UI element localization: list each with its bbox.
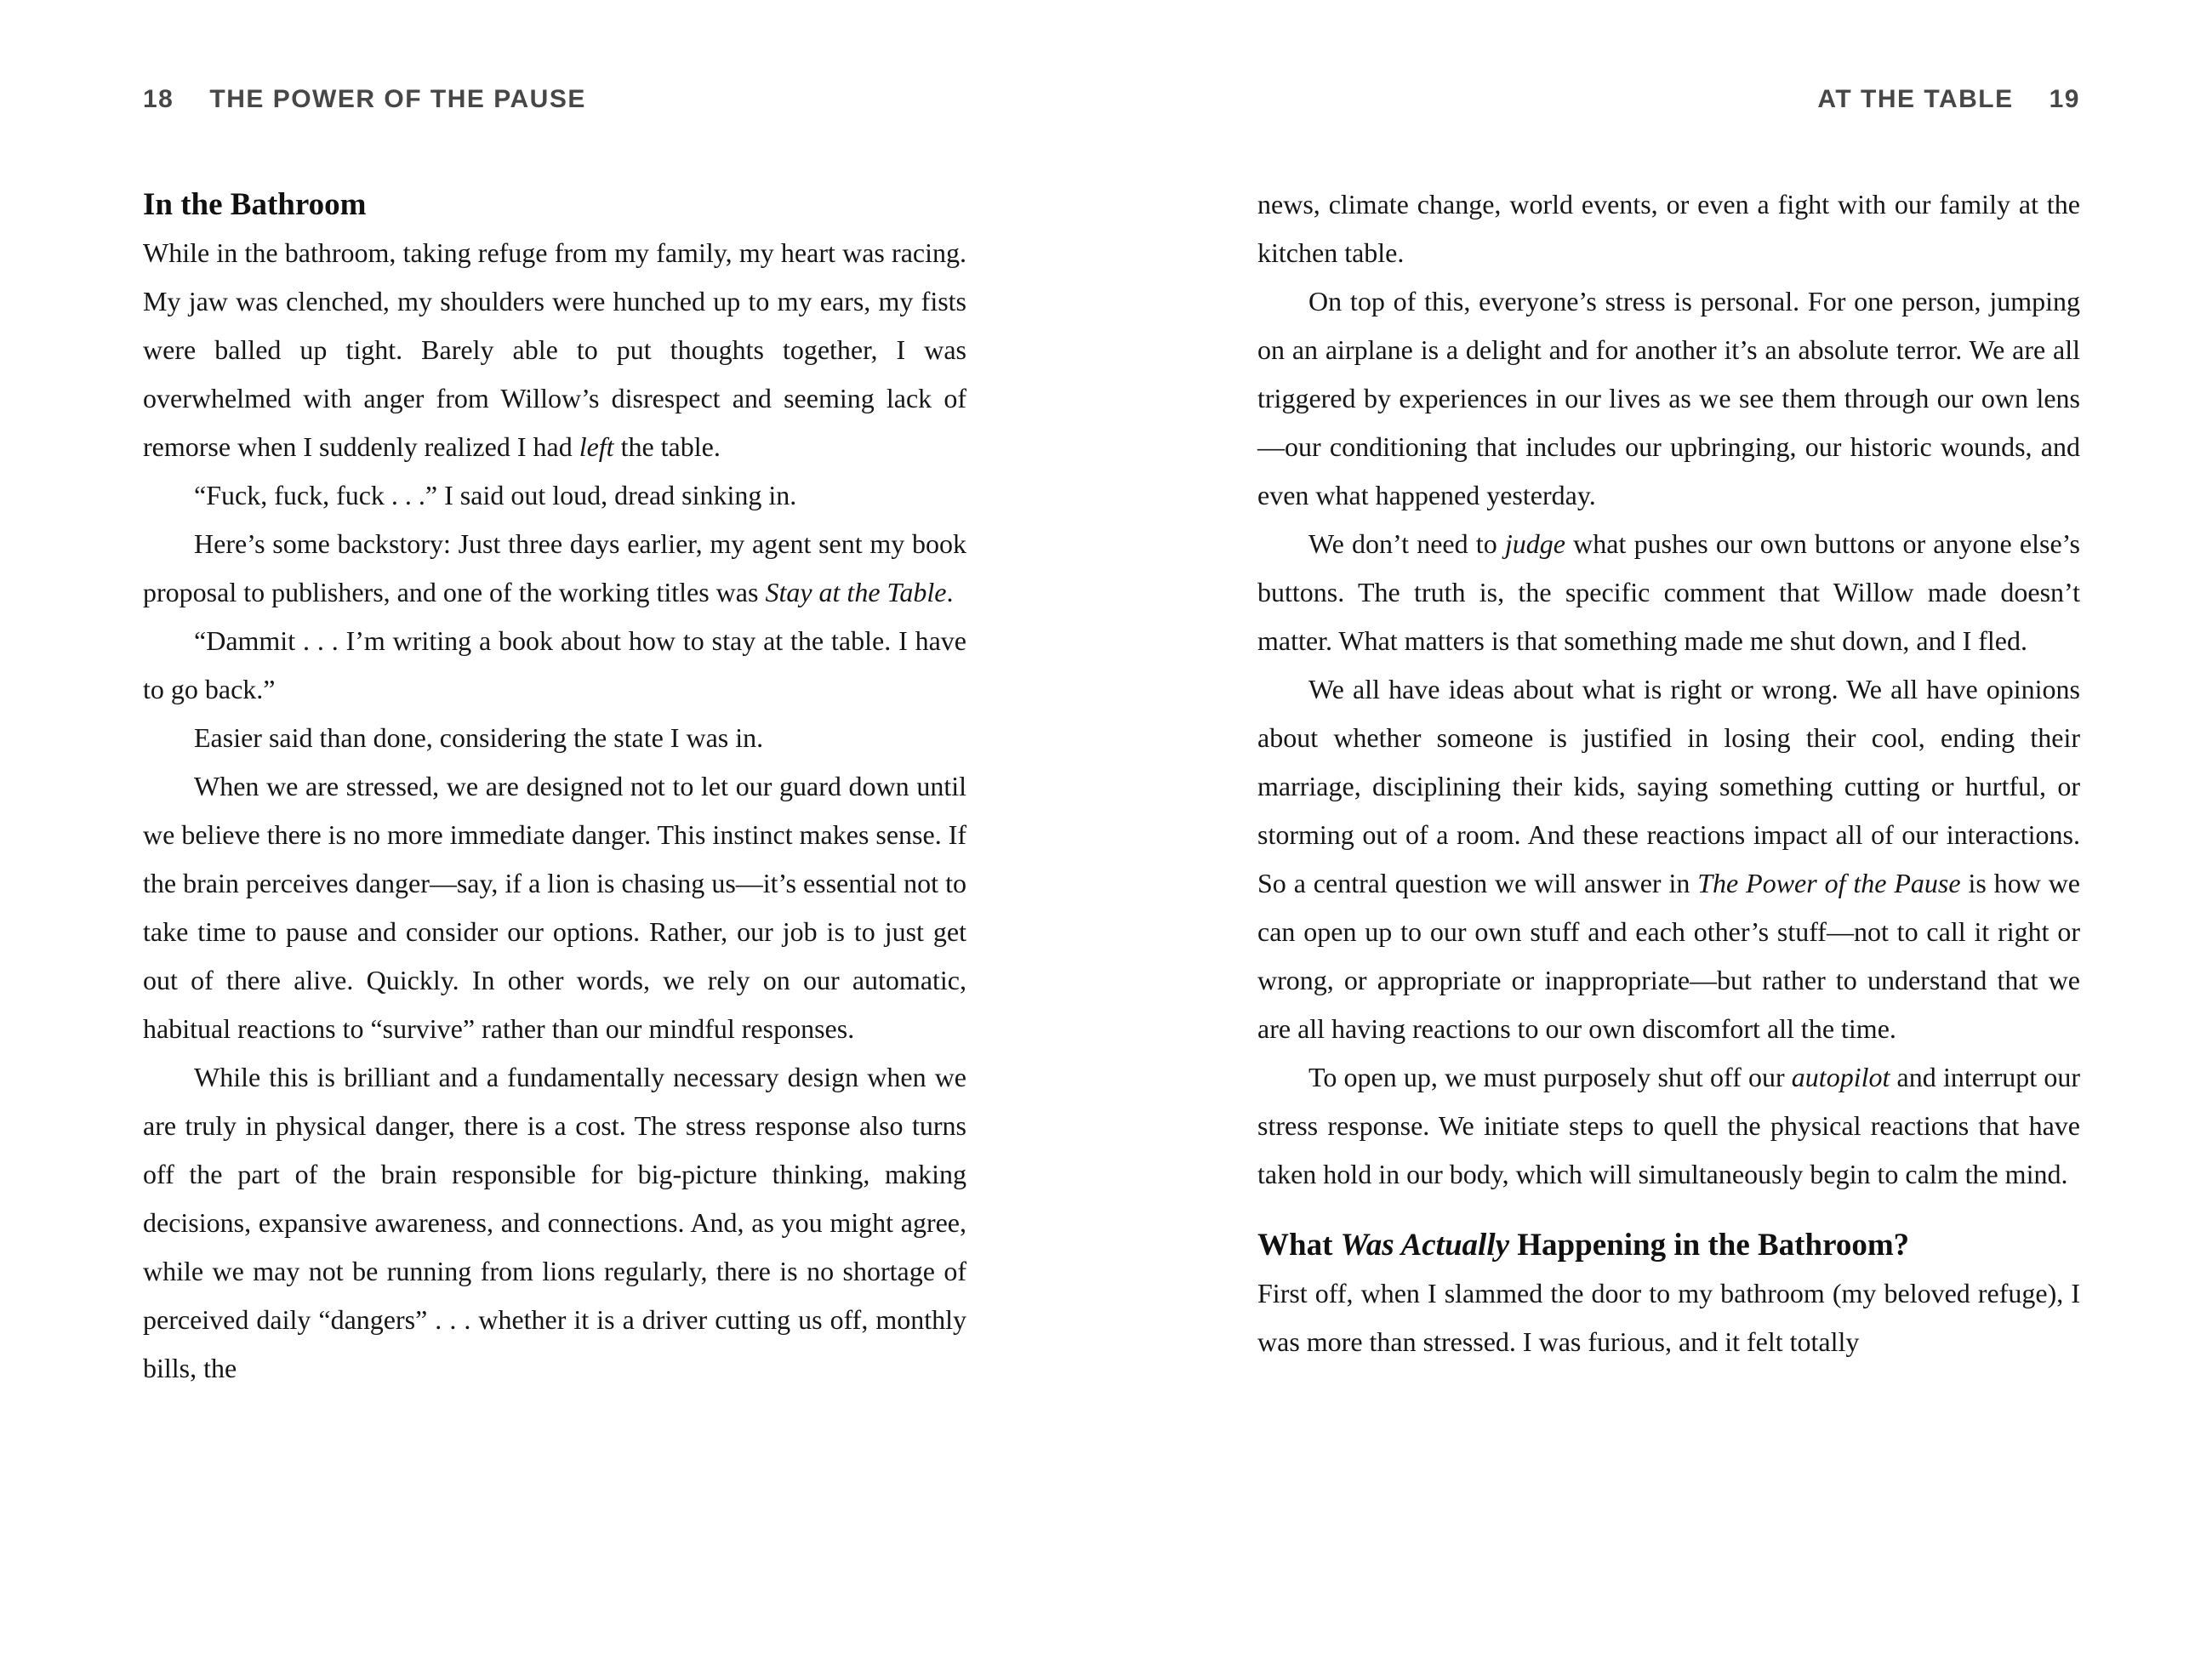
text-run: On top of this, everyone’s stress is personal. For one person, jumping on an airplane is a delight and for another it’s an absolute terror. We are all triggered by experiences in our lives as we see them through our own lens—our conditioning that includes our upbringing, our historic wounds, and even what happened yesterday. <box>1257 286 2080 510</box>
text-run: We all have ideas about what is right or wrong. We all have opinions about whether someone is justified in losing their cool, ending their marriage, disciplining their kids, saying something cutting or hurtful, or storming out of a room. And these reactions impact all of our interactions. So a central question we will answer in <box>1257 674 2080 898</box>
text-run: When we are stressed, we are designed not to let our guard down until we believe there is no more immediate danger. This instinct makes sense. If the brain perceives danger—say, if a lion is chasing us—it’s essential not to take time to pause and consider our options. Rather, our job is to just get out of there alive. Quickly. In other words, we rely on our automatic, habitual reactions to “survive” rather than our mindful responses. <box>143 771 967 1044</box>
text-run: the table. <box>613 431 721 462</box>
text-run: . <box>946 577 954 607</box>
text-run: “Fuck, fuck, fuck . . .” I said out loud, dread sinking in. <box>194 480 797 510</box>
text-run: Easier said than done, considering the state I was in. <box>194 722 764 753</box>
section-heading <box>143 180 966 229</box>
paragraph <box>1257 520 2080 665</box>
paragraph <box>1257 277 2080 520</box>
paragraph <box>1257 665 2080 1053</box>
text-run: what pushes our own buttons or anyone else’s buttons. The truth is, the specific comment that Willow made doesn’t matter. What matters is that something made me shut down, and I fled. <box>1257 528 2081 656</box>
text-run: First off, when I slammed the door to my bathroom (my beloved refuge), I was more than stressed. I was furious, and it felt totally <box>1257 1278 2080 1357</box>
text-run: To open up, we must purposely shut off our <box>1308 1062 1792 1092</box>
running-head-title-left: THE POWER OF THE PAUSE <box>209 85 586 113</box>
italic-text-run: The Power of the Pause <box>1697 868 1961 898</box>
page-body-left <box>143 180 966 1393</box>
paragraph <box>143 617 966 714</box>
text-run: We don’t need to <box>1308 528 1505 559</box>
text-run: In the Bathroom <box>143 187 367 222</box>
section-heading <box>1257 1221 2080 1269</box>
paragraph <box>1257 1269 2080 1366</box>
paragraph <box>143 762 966 1053</box>
page-number-left: 18 <box>143 85 174 113</box>
paragraph <box>143 471 966 520</box>
text-run: While this is brilliant and a fundamentally necessary design when we are truly in physical danger, there is a cost. The stress response also turns off the part of the brain responsible for big-picture thinking, making decisions, expansive awareness, and connections. And, as you might agree, while we may not be running from lions regularly, there is no shortage of perceived daily “dangers” . . . whether it is a driver cutting us off, monthly bills, the <box>143 1062 966 1383</box>
page-left <box>143 0 966 1659</box>
paragraph <box>143 229 966 471</box>
italic-text-run: Was Actually <box>1340 1228 1510 1263</box>
text-run: What <box>1257 1228 1341 1263</box>
text-run: Here’s some backstory: Just three days earlier, my agent sent my book proposal to publishers, and one of the working titles was <box>143 528 966 607</box>
paragraph <box>1257 1053 2080 1199</box>
text-run: Happening in the Bathroom? <box>1509 1228 1910 1263</box>
running-header-right <box>1257 85 2080 114</box>
page-right <box>1257 0 2080 1659</box>
italic-text-run: judge <box>1504 528 1565 559</box>
italic-text-run: autopilot <box>1791 1062 1890 1092</box>
paragraph <box>1257 180 2080 277</box>
text-run: news, climate change, world events, or even a fight with our family at the kitchen table. <box>1257 189 2080 268</box>
italic-text-run: left <box>579 431 614 462</box>
text-run: “Dammit . . . I’m writing a book about how to stay at the table. I have to go back.” <box>143 625 966 704</box>
running-header-left <box>143 85 966 114</box>
paragraph <box>143 714 966 762</box>
paragraph <box>143 1053 966 1393</box>
italic-text-run: Stay at the Table <box>765 577 947 607</box>
text-run: While in the bathroom, taking refuge from my family, my heart was racing. My jaw was clenched, my shoulders were hunched up to my ears, my fists were balled up tight. Barely able to put thoughts together, I was overwhelmed with anger from Willow’s disrespect and seeming lack of remorse when I suddenly realized I had <box>143 237 966 462</box>
page-number-right: 19 <box>2049 85 2080 113</box>
running-head-title-right: AT THE TABLE <box>1817 85 2014 113</box>
text-run: is how we can open up to our own stuff and each other’s stuff—not to call it right or wrong, or appropriate or inappropriate—but rather to understand that we are all having reactions to our own discomfort all the time. <box>1257 868 2081 1044</box>
text-run: and interrupt our stress response. We initiate steps to quell the physical reactions that have taken hold in our body, which will simultaneously begin to calm the mind. <box>1257 1062 2081 1189</box>
page-body-right <box>1257 180 2080 1366</box>
paragraph <box>143 520 966 617</box>
